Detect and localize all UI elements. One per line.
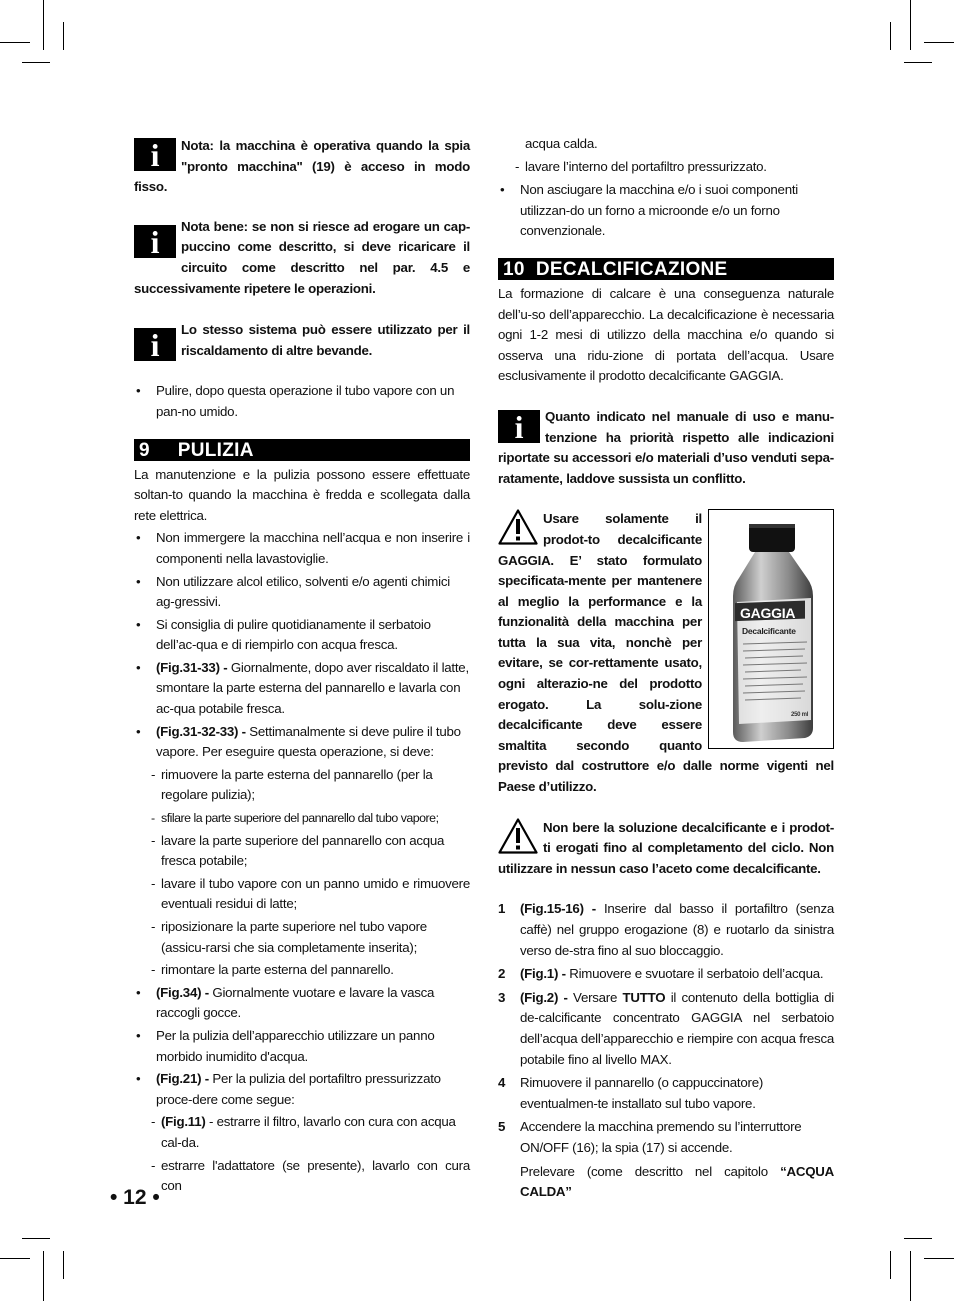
list-item: • Non immergere la macchina nell’acqua e non inserire i componenti nella lavastoviglie. [134,528,470,569]
list-item: • (Fig.21) - Per la pulizia del portafiltro pressurizzato proce-dere come segue: [134,1069,470,1110]
crop-mark [0,1258,30,1259]
warning-note: Non bere la soluzione decalcificante e i prodot-ti erogati fino al completamento del ciclo. Non utilizzare in nessun caso l’aceto come decalcificante. [498,819,834,876]
crop-mark [904,1238,932,1239]
info-note: i Nota: la macchina è operativa quando la spia "pronto macchina" (19) è acceso in modo fisso. [134,137,470,195]
bottle-volume: 250 ml [791,712,809,719]
decalcifier-bottle-image [708,509,834,749]
section-heading: 10 DECALCIFICAZIONE [498,258,834,280]
step-continuation: Prelevare (come descritto nel capitolo “ACQUA CALDA” [520,1163,834,1200]
sub-item: - riposizionare la parte superiore nel tubo vapore (assicu-rarsi che sia completamente inserita); [134,917,470,958]
info-icon: i [134,225,176,258]
sub-item: - lavare il tubo vapore con un panno umido e rimuovere eventuali residui di latte; [134,874,470,915]
crop-mark [22,1238,50,1239]
step-item: 3 (Fig.2) - Versare TUTTO il contenuto della bottiglia di de-calcificante concentrato GAGGIA nel serbatoio dell’acqua dell’apparecchio e riempire con acqua fresca potabile fino al livello MAX. [498,989,834,1067]
info-icon: i [134,138,176,171]
crop-mark [910,1251,911,1301]
section-intro: La manutenzione e la pulizia possono essere effettuate soltan-to quando la macchina è fredda e scollegata dalla rete elettrica. [134,466,470,523]
list-item: • (Fig.34) - Giornalmente vuotare e lavare la vasca raccogli gocce. [134,983,470,1024]
info-icon: i [498,410,540,443]
sub-item: - lavare l’interno del portafiltro pressurizzato. [498,157,834,178]
warning-triangle-icon [498,818,538,854]
section-intro: La formazione di calcare è una conseguenza naturale dell’u-so dell’apparecchio. La decalcificazione è necessaria ogni 1-2 mesi di utilizzo della macchina e/o quando si osserva una ridu-zione di portata dell’acqua. Usare esclusivamente il prodotto decalcificante GAGGIA. [498,285,834,384]
list-item: • (Fig.31-32-33) - Settimanalmente si deve pulire il tubo vapore. Per eseguire questa operazione, si deve: [134,722,470,763]
sub-item: - estrarre l'adattatore (se presente), lavarlo con cura con [134,1156,470,1197]
step-item: 4 Rimuovere il pannarello (o cappuccinatore) eventualmen-te installato sul tubo vapore. [498,1075,764,1111]
sub-item: - sfilare la parte superiore del pannarello dal tubo vapore; [134,808,470,829]
warning-note: GAGGIA Decalcificante 250 ml Usare solamente il prodot-to decalcificante GAGGIA. E’ stato formulato specificata-mente per mantenere al meglio la performance e la funzionalità della macchina per tutta la sua vita, nonchè per evitare, se cor-rettamente usato, ogni alterazio-ne del prodotto erogato. La solu-zione decalcificante deve essere smaltita secondo quanto previsto dal costruttore e/o dalle norme vigenti nel Paese d’utilizzo. [498,511,834,795]
crop-mark [904,62,932,63]
list-item: • Non asciugare la macchina e/o i suoi componenti utilizzan-do un forno a microonde e/o un forno convenzionale. [498,180,834,242]
continued-text: acqua calda. [525,136,598,151]
warning-triangle-icon [498,509,538,545]
left-column [134,136,470,1197]
crop-mark [0,42,30,43]
list-item: • Pulire, dopo questa operazione il tubo vapore con un pan-no umido. [134,381,470,422]
crop-mark [890,22,891,50]
section-heading: 9 PULIZIA [134,439,470,461]
step-item: 1 (Fig.15-16) - Inserire dal basso il portafiltro (senza caffè) nel gruppo erogazione (8) e ruotarlo da sinistra verso de-stra fino al suo bloccaggio. [498,901,834,958]
crop-mark [63,22,64,50]
crop-mark [43,1251,44,1301]
info-note: i Quanto indicato nel manuale di uso e manu-tenzione ha priorità rispetto alle indicazioni riportate su accessori e/o materiali d’uso venduti sepa-ratamente, laddove sussista un conflitto. [498,408,834,486]
list-item: • Non utilizzare alcol etilico, solventi e/o agenti chimici ag-gressivi. [134,572,470,613]
info-note: i Nota bene: se non si riesce ad erogare un cap-puccino come descritto, si deve ricaricare il circuito come descritto nel par. 4.5 e successivamente ripetere le operazioni. [134,218,470,296]
crop-mark [910,0,911,50]
info-note: i Lo stesso sistema può essere utilizzato per il riscaldamento di altre bevande. [134,320,470,361]
bottle-brand: GAGGIA [740,605,796,622]
crop-mark [924,1258,954,1259]
crop-mark [22,62,50,63]
step-item: 5 Accendere la macchina premendo su l’interruttore ON/OFF (16); la spia (17) si accende. [498,1119,802,1155]
list-item: • (Fig.31-33) - Giornalmente, dopo aver riscaldato il latte, smontare la parte esterna del pannarello e lavarla con ac-qua potabile fresca. [134,658,470,720]
sub-item: - lavare la parte superiore del pannarello con acqua fresca potabile; [134,831,470,872]
crop-mark [924,42,954,43]
sub-item: - rimontare la parte esterna del pannarello. [134,960,470,981]
bottle-label: Decalcificante [742,626,796,637]
right-column [498,136,834,1203]
sub-item: - (Fig.11) - estrarre il filtro, lavarlo con cura con acqua cal-da. [134,1112,470,1153]
crop-mark [43,0,44,50]
list-item: • Si consiglia di pulire quotidianamente il serbatoio dell’ac-qua e di riempirlo con acqua fresca. [134,615,470,656]
sub-item: - rimuovere la parte esterna del pannarello (per la regolare pulizia); [134,765,470,806]
list-item: • Per la pulizia dell’apparecchio utilizzare un panno morbido inumidito d'acqua. [134,1026,470,1067]
crop-mark [890,1251,891,1279]
step-item: 2 (Fig.1) - Rimuovere e svuotare il serbatoio dell’acqua. [498,966,824,982]
crop-mark [63,1251,64,1279]
page-number: • 12 • [110,1186,160,1209]
info-icon: i [134,328,176,361]
